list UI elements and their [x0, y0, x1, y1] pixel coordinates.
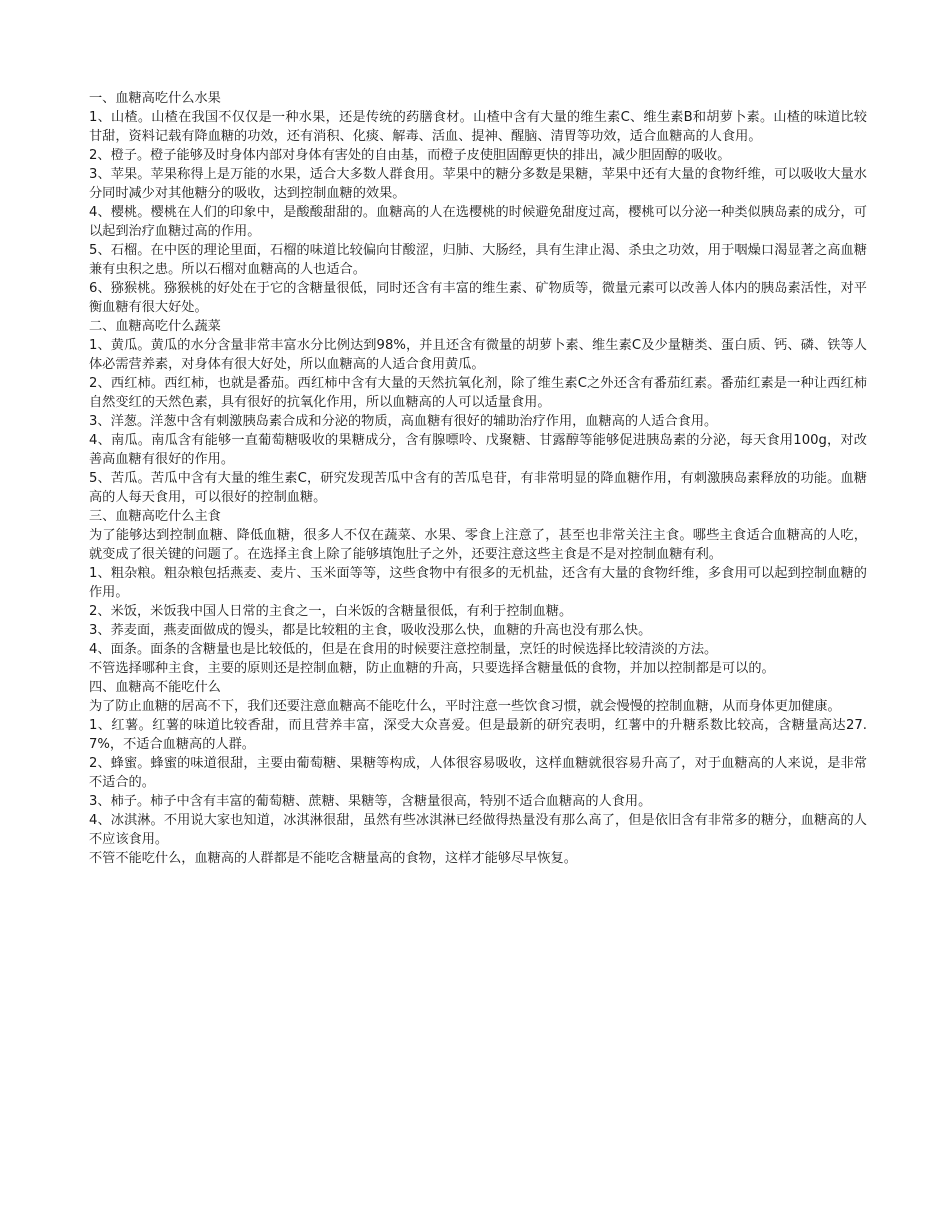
paragraph: 6、猕猴桃。猕猴桃的好处在于它的含糖量很低，同时还含有丰富的维生素、矿物质等，微量元素可以改善人体内的胰岛素活性，对平衡血糖有很大好处。: [89, 281, 867, 315]
paragraph: 不管不能吃什么，血糖高的人群都是不能吃含糖量高的食物，这样才能够尽早恢复。: [89, 851, 577, 866]
paragraph: 为了能够达到控制血糖、降低血糖，很多人不仅在蔬菜、水果、零食上注意了，甚至也非常关注主食。哪些主食适合血糖高的人吃，就变成了很关键的问题了。在选择主食上除了能够填饱肚子之外，还要注意这些主食是不是对控制血糖有利。: [89, 528, 867, 562]
paragraph: 4、南瓜。南瓜含有能够一直葡萄糖吸收的果糖成分，含有腺嘌呤、戊聚糖、甘露醇等能够促进胰岛素的分泌，每天食用100g，对改善高血糖有很好的作用。: [89, 433, 867, 467]
section-heading: 四、血糖高不能吃什么: [89, 680, 221, 695]
section-vegetables: [89, 317, 867, 507]
section-foods-to-avoid: [89, 678, 867, 868]
paragraph: 3、柿子。柿子中含有丰富的葡萄糖、蔗糖、果糖等，含糖量很高，特别不适合血糖高的人食用。: [89, 794, 652, 809]
paragraph: 3、荞麦面，燕麦面做成的馒头，都是比较粗的主食，吸收没那么快，血糖的升高也没有那么快。: [89, 623, 652, 638]
paragraph: 5、苦瓜。苦瓜中含有大量的维生素C，研究发现苦瓜中含有的苦瓜皂苷，有非常明显的降血糖作用，有刺激胰岛素释放的功能。血糖高的人每天食用，可以很好的控制血糖。: [89, 471, 867, 505]
paragraph: 4、樱桃。樱桃在人们的印象中，是酸酸甜甜的。血糖高的人在选樱桃的时候避免甜度过高，樱桃可以分泌一种类似胰岛素的成分，可以起到治疗血糖过高的作用。: [89, 205, 867, 239]
paragraph: 4、冰淇淋。不用说大家也知道，冰淇淋很甜，虽然有些冰淇淋已经做得热量没有那么高了，但是依旧含有非常多的糖分，血糖高的人不应该食用。: [89, 813, 867, 847]
paragraph: 1、黄瓜。黄瓜的水分含量非常丰富水分比例达到98%，并且还含有微量的胡萝卜素、维生素C及少量糖类、蛋白质、钙、磷、铁等人体必需营养素，对身体有很大好处，所以血糖高的人适合食用黄瓜。: [89, 338, 867, 372]
paragraph: 为了防止血糖的居高不下，我们还要注意血糖高不能吃什么，平时注意一些饮食习惯，就会慢慢的控制血糖，从而身体更加健康。: [89, 699, 841, 714]
paragraph: 3、洋葱。洋葱中含有刺激胰岛素合成和分泌的物质，高血糖有很好的辅助治疗作用，血糖高的人适合食用。: [89, 414, 718, 429]
section-fruits: [89, 89, 867, 317]
paragraph: 1、粗杂粮。粗杂粮包括燕麦、麦片、玉米面等等，这些食物中有很多的无机盐，还含有大量的食物纤维，多食用可以起到控制血糖的作用。: [89, 566, 867, 600]
paragraph: 不管选择哪种主食，主要的原则还是控制血糖，防止血糖的升高，只要选择含糖量低的食物，并加以控制都是可以的。: [89, 661, 775, 676]
paragraph: 1、红薯。红薯的味道比较香甜，而且营养丰富，深受大众喜爱。但是最新的研究表明，红薯中的升糖系数比较高，含糖量高达27.7%，不适合血糖高的人群。: [89, 718, 867, 752]
paragraph: 2、西红柿。西红柿，也就是番茄。西红柿中含有大量的天然抗氧化剂，除了维生素C之外还含有番茄红素。番茄红素是一种让西红柿自然变红的天然色素，具有很好的抗氧化作用，所以血糖高的人可以适量食用。: [89, 376, 867, 410]
section-heading: 三、血糖高吃什么主食: [89, 509, 221, 524]
section-heading: 一、血糖高吃什么水果: [89, 91, 221, 106]
paragraph: 2、米饭，米饭我中国人日常的主食之一，白米饭的含糖量很低，有利于控制血糖。: [89, 604, 573, 619]
document-body: [89, 89, 867, 868]
paragraph: 1、山楂。山楂在我国不仅仅是一种水果，还是传统的药膳食材。山楂中含有大量的维生素C、维生素B和胡萝卜素。山楂的味道比较甘甜，资料记载有降血糖的功效，还有消积、化痰、解毒、活血、提神、醒脑、清胃等功效，适合血糖高的人食用。: [89, 110, 867, 144]
section-staple-food: [89, 507, 867, 678]
paragraph: 3、苹果。苹果称得上是万能的水果，适合大多数人群食用。苹果中的糖分多数是果糖，苹果中还有大量的食物纤维，可以吸收大量水分同时减少对其他糖分的吸收，达到控制血糖的效果。: [89, 167, 867, 201]
paragraph: 5、石榴。在中医的理论里面，石榴的味道比较偏向甘酸涩，归肺、大肠经，具有生津止渴、杀虫之功效，用于咽燥口渴显著之高血糖兼有虫积之患。所以石榴对血糖高的人也适合。: [89, 243, 867, 277]
paragraph: 4、面条。面条的含糖量也是比较低的，但是在食用的时候要注意控制量，烹饪的时候选择比较清淡的方法。: [89, 642, 718, 657]
paragraph: 2、蜂蜜。蜂蜜的味道很甜，主要由葡萄糖、果糖等构成，人体很容易吸收，这样血糖就很容易升高了，对于血糖高的人来说，是非常不适合的。: [89, 756, 867, 790]
paragraph: 2、橙子。橙子能够及时身体内部对身体有害处的自由基，而橙子皮使胆固醇更快的排出，减少胆固醇的吸收。: [89, 148, 731, 163]
section-heading: 二、血糖高吃什么蔬菜: [89, 319, 221, 334]
